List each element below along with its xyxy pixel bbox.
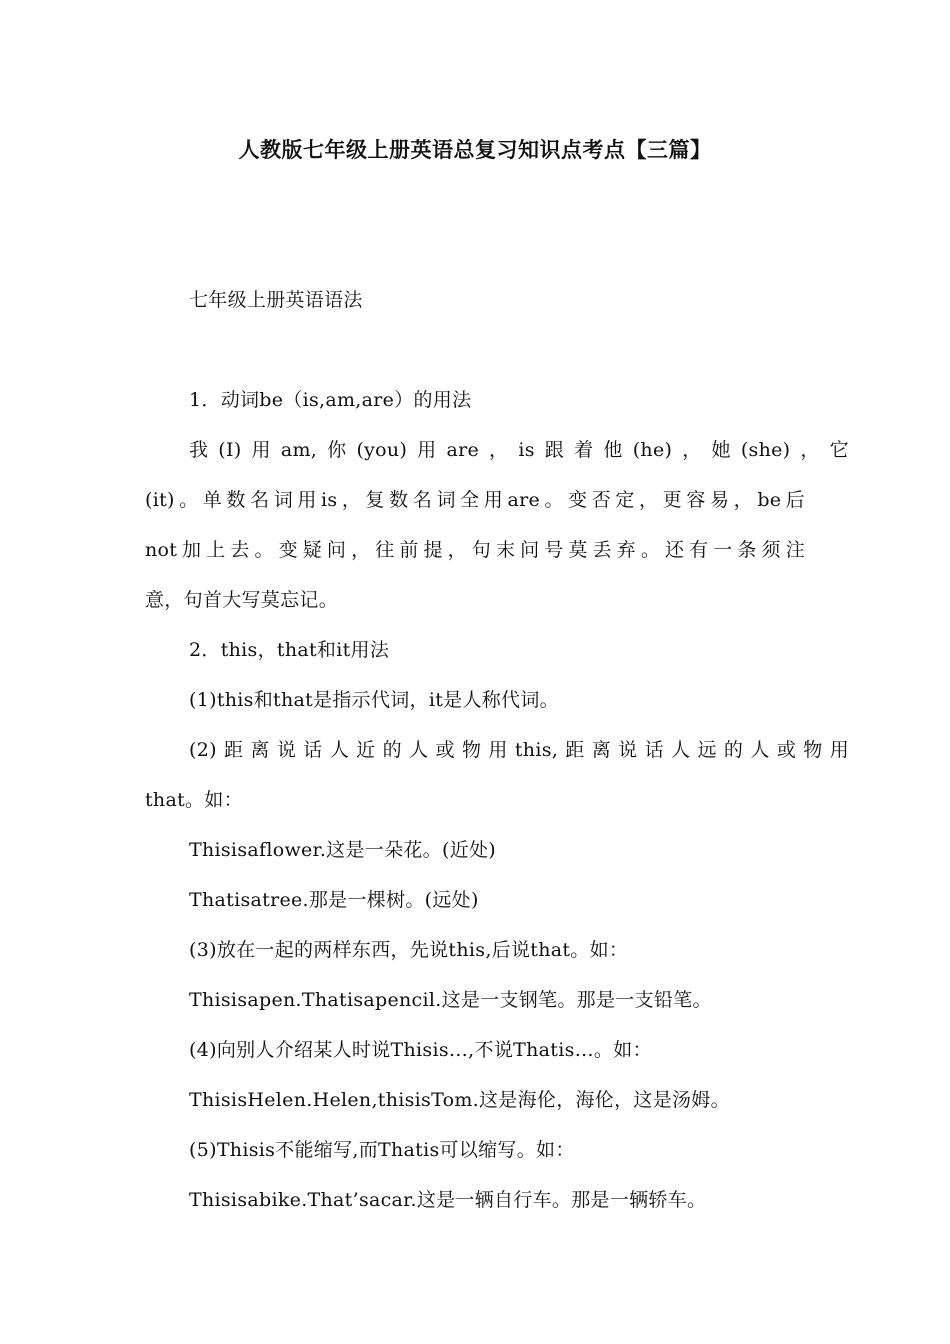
example-line: Thisisabike.That’sacar.这是一辆自行车。那是一辆轿车。 xyxy=(189,1189,707,1211)
paragraph-line: (5)Thisis不能缩写,而Thatis可以缩写。如： xyxy=(189,1139,575,1161)
paragraph-line: 我(I)用am,你(you)用are，is跟着他(he)，她(she)，它 xyxy=(189,439,849,461)
section-heading: 七年级上册英语语法 xyxy=(189,289,363,311)
paragraph-line: not加上去。变疑问，往前提，句末问号莫丢弃。还有一条须注 xyxy=(145,539,805,561)
example-line: ThisisHelen.Helen,thisisTom.这是海伦，海伦，这是汤姆。 xyxy=(189,1089,730,1111)
paragraph-line: 意，句首大写莫忘记。 xyxy=(145,589,339,611)
paragraph-line: 1．动词be（is,am,are）的用法 xyxy=(189,389,472,411)
paragraph-line: (2)距离说话人近的人或物用this,距离说话人远的人或物用 xyxy=(189,739,849,761)
paragraph-line: (1)this和that是指示代词，it是人称代词。 xyxy=(189,689,559,711)
paragraph-line: that。如： xyxy=(145,789,243,811)
paragraph-line: (4)向别人介绍某人时说Thisis…,不说Thatis…。如： xyxy=(189,1039,652,1061)
document-title: 人教版七年级上册英语总复习知识点考点【三篇】 xyxy=(238,138,712,162)
example-line: Thisisapen.Thatisapencil.这是一支钢笔。那是一支铅笔。 xyxy=(189,989,712,1011)
paragraph-line: (3)放在一起的两样东西，先说this,后说that。如： xyxy=(189,939,629,961)
paragraph-line: (it)。单数名词用is，复数名词全用are。变否定，更容易，be后 xyxy=(145,489,805,511)
paragraph-line: 2．this，that和it用法 xyxy=(189,639,390,661)
example-line: Thatisatree.那是一棵树。(远处) xyxy=(189,889,479,911)
example-line: Thisisaflower.这是一朵花。(近处) xyxy=(189,839,497,861)
